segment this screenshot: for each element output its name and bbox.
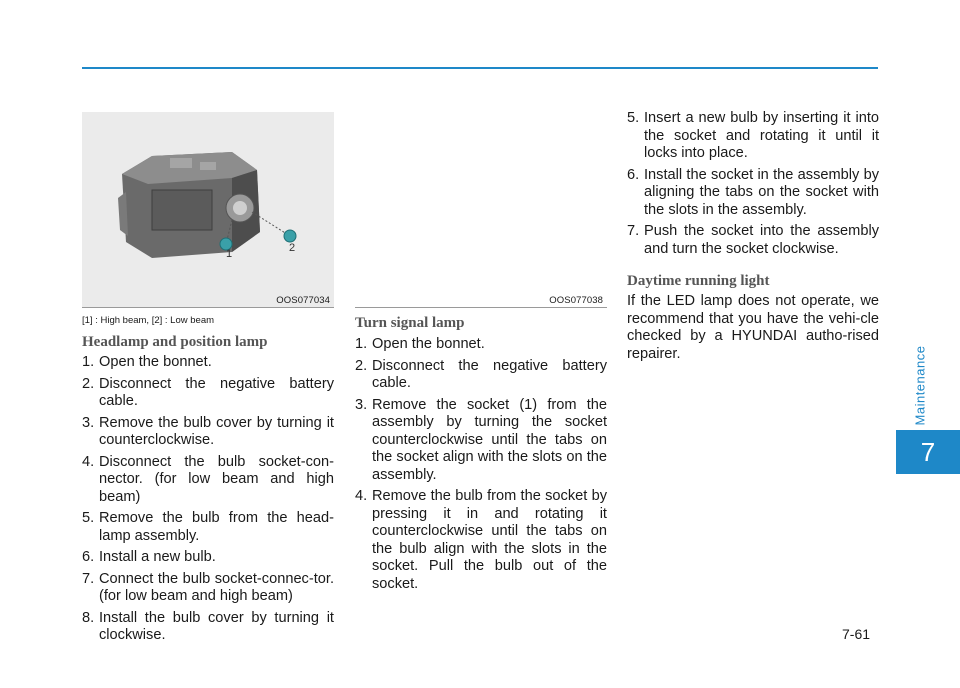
step-text: Remove the bulb cover by turning it counterclockwise. [99, 414, 334, 448]
list-item [355, 358, 607, 393]
step-number: 5. [82, 510, 95, 526]
step-number: 7. [627, 223, 640, 239]
list-item [82, 571, 334, 606]
figure-bottom-rule [82, 307, 334, 308]
step-text: Push the socket into the assembly and turn the socket clockwise. [644, 223, 879, 257]
figure-code: OOS077034 [276, 295, 330, 306]
list-item [82, 354, 334, 372]
page-number: 7-61 [842, 626, 871, 642]
step-text: Open the bonnet. [372, 336, 485, 352]
step-number: 3. [355, 396, 368, 413]
step-text: Remove the socket (1) from the assembly by turning the socket counterclockwise until the tabs on the socket align with the slots on the assembly. [372, 396, 607, 483]
step-text: Open the bonnet. [99, 354, 212, 370]
daytime-running-light-text: If the LED lamp does not operate, we recommend that you have the vehi-cle checked by a HYUNDAI autho-rised repairer. [627, 293, 879, 362]
step-number: 4. [82, 453, 95, 470]
step-text: Disconnect the bulb socket-con-nector. (for low beam and high beam) [99, 453, 334, 505]
step-number: 4. [355, 488, 368, 504]
figure-caption: [1] : High beam, [2] : Low beam [82, 315, 215, 326]
step-number: 6. [82, 549, 95, 565]
section-heading-headlamp: Headlamp and position lamp [82, 334, 268, 350]
list-item [82, 549, 334, 567]
step-text: Remove the bulb from the head-lamp assembly. [99, 510, 334, 544]
step-text: Insert a new bulb by inserting it into the socket and rotating it until it locks into place. [644, 110, 879, 161]
chapter-number: 7 [920, 436, 936, 467]
step-number: 8. [82, 609, 95, 626]
list-item [627, 167, 879, 220]
figure-label-2: 2 [289, 242, 296, 254]
list-item [355, 336, 607, 354]
section-side-label [904, 340, 936, 430]
figure-label-1: 1 [226, 248, 233, 260]
step-number: 1. [355, 336, 368, 352]
list-item [627, 223, 879, 258]
turn-signal-figure [355, 112, 607, 308]
step-number: 6. [627, 166, 640, 183]
headlamp-figure [82, 112, 334, 308]
list-item [627, 110, 879, 163]
chapter-tab [896, 430, 960, 474]
list-item [82, 454, 334, 507]
list-item [355, 397, 607, 485]
header-rule [82, 67, 878, 69]
step-text: Install the socket in the assembly by aligning the tabs on the socket with the slots in the assembly. [644, 166, 879, 218]
list-item [82, 510, 334, 545]
section-heading-daytime-running-light: Daytime running light [627, 273, 770, 289]
step-text: Install the bulb cover by turning it clockwise. [99, 609, 334, 643]
list-item [82, 376, 334, 411]
step-text: Install a new bulb. [99, 549, 216, 565]
step-text: Remove the bulb from the socket by pressing it in and rotating it counterclockwise until the tabs on the bulb align with the slots in the socket. Pull the bulb out of the socket. [372, 488, 607, 592]
list-item [82, 415, 334, 450]
headlamp-steps [82, 354, 334, 649]
list-item [355, 488, 607, 593]
step-text: Connect the bulb socket-connec-tor. (for low beam and high beam) [99, 570, 334, 604]
step-number: 1. [82, 354, 95, 370]
figure-code: OOS077038 [549, 295, 603, 306]
figure-bottom-rule [355, 307, 607, 308]
section-heading-turn-signal: Turn signal lamp [355, 315, 465, 331]
step-number: 7. [82, 570, 95, 587]
step-number: 5. [627, 110, 640, 126]
step-text: Disconnect the negative battery cable. [99, 375, 334, 409]
step-number: 2. [82, 375, 95, 392]
turn-signal-steps-continued [627, 110, 879, 262]
step-text: Disconnect the negative battery cable. [372, 357, 607, 391]
headlamp-illustration [82, 112, 334, 308]
section-side-label-text: Maintenance [912, 345, 928, 425]
list-item [82, 610, 334, 645]
turn-signal-steps [355, 336, 607, 597]
step-number: 3. [82, 414, 95, 431]
step-number: 2. [355, 357, 368, 374]
